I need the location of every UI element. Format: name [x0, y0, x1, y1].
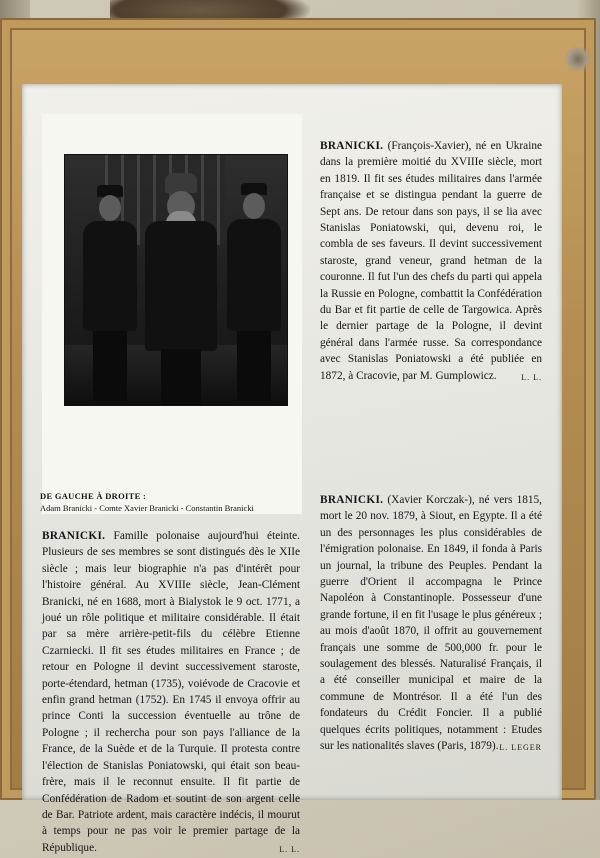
framed-document	[22, 84, 562, 854]
article-signature: L. L.	[279, 844, 300, 854]
article-jean-clement	[42, 528, 300, 858]
figure-constantin-branicki	[225, 183, 283, 405]
article-signature: L. LEGER	[499, 743, 542, 753]
article-signature: L. L.	[521, 372, 542, 382]
caption-title: DE GAUCHE À DROITE :	[40, 491, 147, 501]
figure-adam-branicki	[79, 185, 139, 405]
article-body: (François-Xavier), né en Ukraine dans la première moitié du XVIIIe siècle, mort en 1819. Il fit ses études militaires dans l'armée française et se distingua pendant la guerre de Sept ans. De retour dans son pays, il se lia avec Stanislas Poniatowski, qui, devenu roi, le combla de ses faveurs. Il devint successivement staroste, grand veneur, grand hetman de la couronne. Il fut l'un des chefs du parti qui appela la Russie en Pologne, combattit la Confédération du Bar et fit partie de celle de Targowica. Après le dernier partage de la Pologne, il devint général dans l'armée russe. Sa correspondance avec Stanislas Poniatowski a été publiée en 1872, à Cracovie, par M. Gumplowicz.	[320, 140, 542, 382]
caption-names: Adam Branicki - Comte Xavier Branicki - Constantin Branicki	[40, 503, 254, 513]
photo-card	[42, 114, 302, 514]
article-heading: BRANICKI.	[42, 530, 106, 542]
figure-xavier-branicki	[141, 173, 221, 405]
wall-nail	[566, 44, 590, 74]
article-heading: BRANICKI.	[320, 494, 384, 506]
photo-caption	[40, 490, 310, 514]
article-body: (Xavier Korczak-), né vers 1815, mort le 20 nov. 1879, à Siout, en Egypte. Il a été un des personnages les plus considérables de l'émigration polonaise. En 1849, il fonda à Paris un journal, la tribune des Peuples. Pendant la guerre d'Orient il accompagna le Prince Napoléon à Constantinople. Possesseur d'une grande fortune, il en fit l'usage le plus généreux ; au mois d'août 1870, il offrit au gouvernement français une somme de 500,000 fr. pour le soulagement des blessés. Naturalisé Français, il a été conseiller municipal et maire de la commune de Montrésor. Il a été l'un des fondateurs du Crédit Foncier. Il a publié quelques écrits politiques, notamment : Etudes sur les nationalités slaves (Paris, 1879).	[320, 494, 542, 753]
article-heading: BRANICKI.	[320, 140, 384, 152]
article-body: Famille polonaise aujourd'hui éteinte. Plusieurs de ses membres se sont distingués dès le XIIe siècle ; mais leur biographie n'a pas d'intérêt pour l'histoire général. Au XVIIIe siècle, Jean-Clément Branicki, né en 1688, mort à Bialystok le 9 oct. 1771, a joué un rôle politique et militaire considérable. Il était par sa mère arrière-petit-fils du célèbre Etienne Czarniecki. Il fit ses études militaires en France ; de retour en Pologne il devint successivement staroste, porte-étendard, hetman (1735), voiévode de Cracovie et enfin grand hetman (1752). En 1745 il envoya offrir au prince Conti la succession éventuelle au trône de Pologne ; il rechercha pour son pays l'alliance de la France, de la Suède et de la Turquie. Il protesta contre l'élection de Stanislas Poniatowski, qui était son beau-frère, mais il le reconnut ensuite. Il fit partie de Confédération de Radom et soutint de son argent celle de Bar. Patriote ardent, mais caractère indécis, il mourut à temps pour ne pas voir le premier partage de la République.	[42, 530, 300, 854]
article-xavier-korczak	[320, 492, 542, 757]
article-francois-xavier	[320, 138, 542, 386]
picture-frame	[0, 18, 596, 854]
historical-photo	[64, 154, 288, 406]
